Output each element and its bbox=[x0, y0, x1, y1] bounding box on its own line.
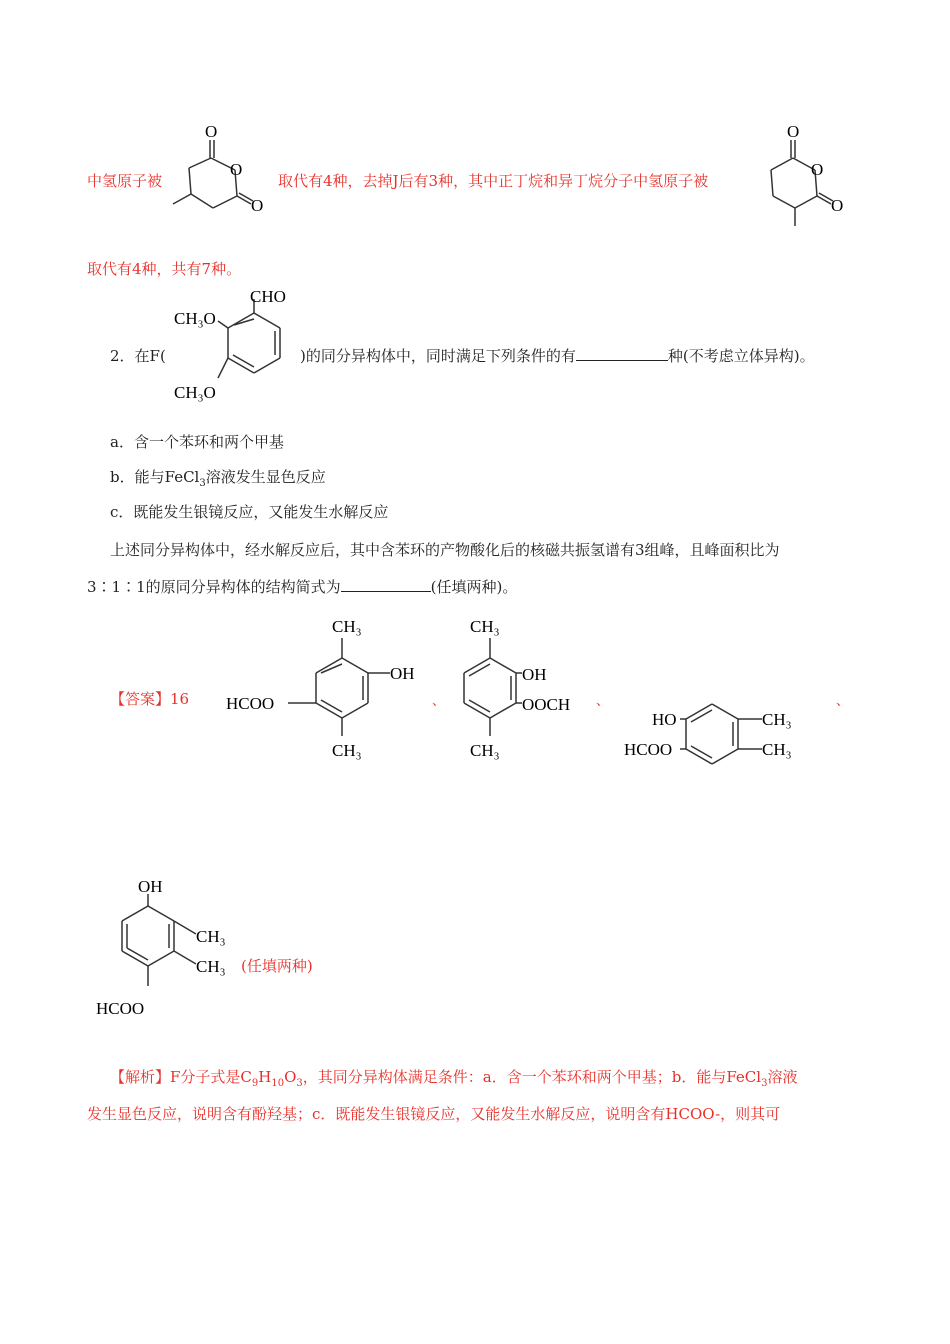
methoxy-label: CH₃O bbox=[174, 383, 216, 402]
methoxy-label: CH₃O bbox=[174, 309, 216, 328]
answer-note: (任填两种) bbox=[241, 957, 313, 975]
subscript: 3 bbox=[296, 1078, 303, 1089]
answer-structure-1 bbox=[222, 612, 432, 772]
follow-up-line-1: 上述同分异构体中，经水解反应后，其中含苯环的产物酸化后的核磁共振氢谱有3组峰，且峰面积比为 bbox=[110, 541, 780, 559]
analysis-text: O bbox=[284, 1068, 297, 1086]
condition-a: a．含一个苯环和两个甲基 bbox=[110, 433, 284, 451]
carbonyl-o-label: O bbox=[787, 122, 800, 141]
condition-b-pre: b．能与FeCl bbox=[110, 468, 200, 486]
intro-text-1: 中氢原子被 bbox=[87, 172, 163, 190]
lactone-structure-2 bbox=[765, 118, 875, 233]
answer-separator-2: 、 bbox=[596, 694, 610, 709]
analysis-text: H bbox=[258, 1068, 272, 1086]
condition-c: c．既能发生银镜反应，又能发生水解反应 bbox=[110, 503, 389, 521]
methyl-label: CH₃ bbox=[332, 741, 362, 760]
analysis-label: 【解析】 bbox=[110, 1068, 171, 1086]
analysis-text: F分子式是C bbox=[170, 1068, 252, 1086]
formate-label: HCOO bbox=[96, 999, 145, 1018]
hydroxyl-label: OH bbox=[138, 877, 163, 896]
answer-separator-3: 、 bbox=[836, 694, 850, 709]
compound-f-structure bbox=[170, 283, 300, 408]
question-tail: 种(不考虑立体异构)。 bbox=[667, 347, 815, 365]
condition-b-post: 溶液发生显色反应 bbox=[205, 468, 326, 486]
answer-blank-1 bbox=[576, 346, 668, 361]
methyl-label: CH₃ bbox=[470, 617, 500, 636]
methyl-label: CH₃ bbox=[332, 617, 362, 636]
methyl-label: CH₃ bbox=[196, 957, 226, 976]
answer-structure-4 bbox=[92, 872, 252, 1027]
intro-text-2: 取代有4种，去掉J后有3种，其中正丁烷和异丁烷分子中氢原子被 bbox=[278, 172, 709, 190]
follow-up-pre: 3∶1∶1的原同分异构体的结构简式为 bbox=[87, 578, 341, 596]
methyl-label: CH₃ bbox=[762, 710, 792, 729]
analysis-text: ，其同分异构体满足条件：a．含一个苯环和两个甲基；b．能与FeCl bbox=[302, 1068, 762, 1086]
answer-structure-2 bbox=[440, 612, 605, 772]
carbonyl-o-label: O bbox=[205, 122, 218, 141]
formate-label: HCOO bbox=[226, 694, 275, 713]
analysis-text: 溶液 bbox=[767, 1068, 798, 1086]
follow-up-line-2 bbox=[87, 576, 517, 597]
answer-label: 【答案】16 bbox=[110, 690, 190, 708]
analysis-line-1 bbox=[110, 1066, 797, 1089]
hydroxyl-label: OH bbox=[522, 665, 547, 684]
subscript: 3 bbox=[761, 1078, 768, 1089]
formate-label: HCOO bbox=[624, 740, 673, 759]
follow-up-post: (任填两种)。 bbox=[430, 578, 518, 596]
question-text-mid bbox=[300, 345, 815, 366]
methyl-label: CH₃ bbox=[762, 740, 792, 759]
methyl-label: CH₃ bbox=[196, 927, 226, 946]
question-mid: )的同分异构体中，同时满足下列条件的有 bbox=[300, 347, 576, 365]
condition-b-sub: 3 bbox=[199, 478, 206, 489]
subscript: 9 bbox=[251, 1078, 259, 1089]
subscript: 10 bbox=[271, 1078, 285, 1089]
hydroxyl-label: OH bbox=[390, 664, 415, 683]
answer-blank-2 bbox=[341, 577, 431, 592]
answer-separator-1: 、 bbox=[432, 694, 446, 709]
ring-o-label: O bbox=[811, 160, 824, 179]
carbonyl-o-label: O bbox=[251, 196, 264, 215]
question-number: 2．在F( bbox=[110, 347, 166, 365]
answer-structure-3 bbox=[622, 680, 832, 780]
intro-text-3: 取代有4种，共有7种。 bbox=[87, 260, 242, 278]
ring-o-label: O bbox=[230, 160, 243, 179]
condition-b bbox=[110, 466, 326, 489]
formate-label: OOCH bbox=[522, 695, 571, 714]
lactone-structure-1 bbox=[165, 118, 275, 228]
methyl-label: CH₃ bbox=[470, 741, 500, 760]
analysis-line-2: 发生显色反应，说明含有酚羟基；c．既能发生银镜反应，又能发生水解反应，说明含有HCOO-，则其可 bbox=[87, 1105, 781, 1123]
hydroxyl-label: HO bbox=[652, 710, 677, 729]
cho-label: CHO bbox=[250, 287, 286, 306]
carbonyl-o-label: O bbox=[831, 196, 844, 215]
